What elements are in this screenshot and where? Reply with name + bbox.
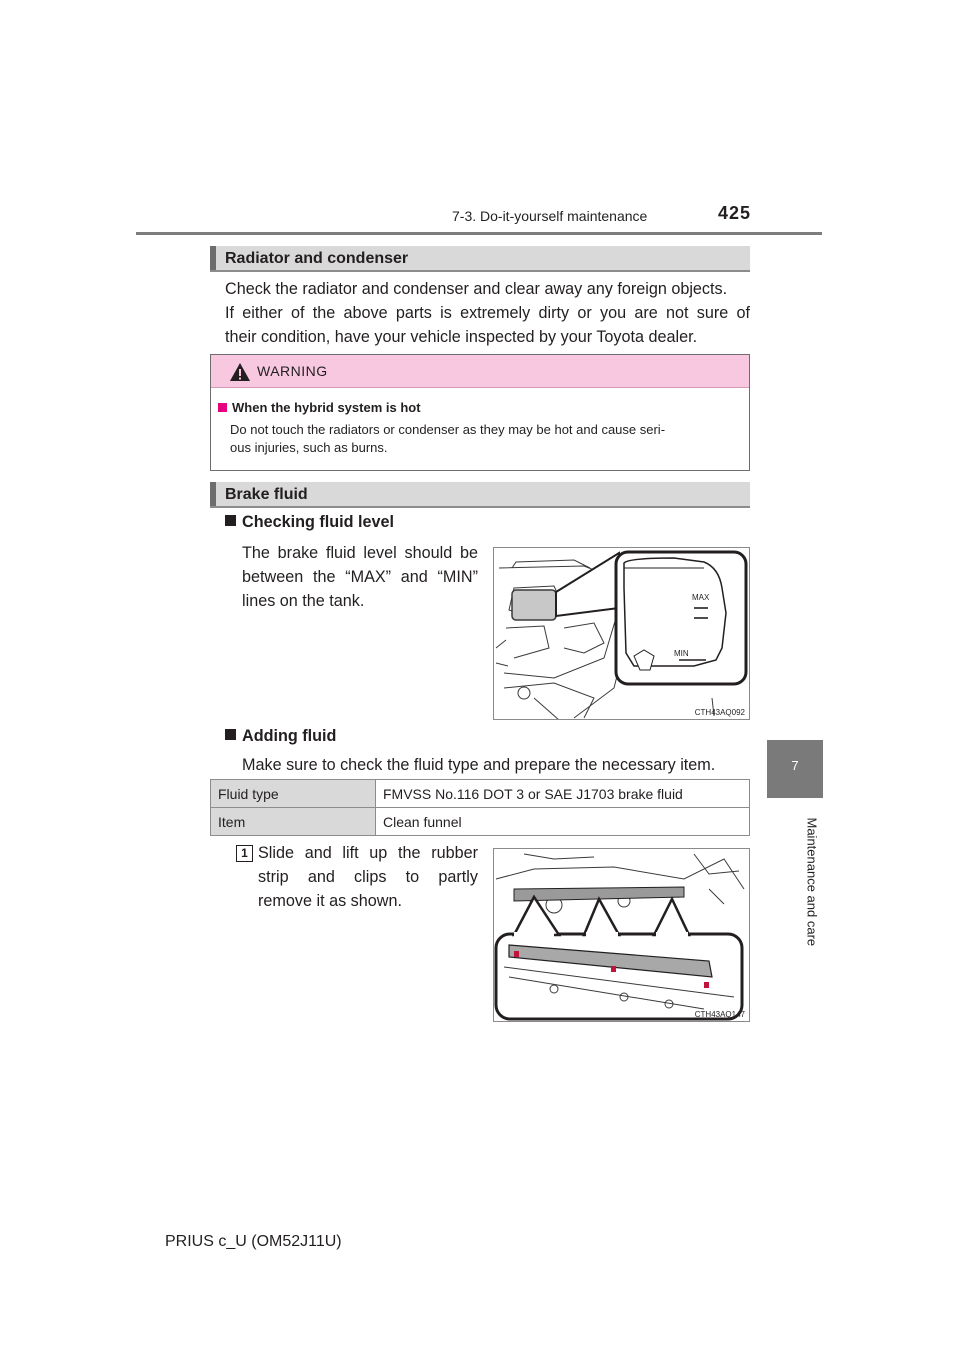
chapter-number: 7 (791, 758, 799, 773)
step1-line: strip and clips to partly (258, 868, 478, 886)
subheading-adding (225, 727, 336, 746)
step1-line: remove it as shown. (258, 892, 402, 910)
bullet-square-icon (218, 403, 227, 412)
step-number-badge (236, 844, 253, 862)
warning-header (211, 355, 749, 388)
section-bar-brake-fluid (210, 482, 750, 508)
checking-line: The brake fluid level should be (242, 544, 478, 562)
footer-model: PRIUS c_U (OM52J11U) (165, 1233, 342, 1250)
warning-box (210, 354, 750, 471)
section-title-radiator: Radiator and condenser (225, 250, 409, 267)
step-number: 1 (236, 845, 253, 862)
radiator-line: Check the radiator and condenser and clear away any foreign objects. (225, 280, 728, 298)
subheading-adding-text: Adding fluid (242, 727, 337, 745)
checking-line: between the “MAX” and “MIN” (242, 568, 478, 586)
section-title-brake-fluid: Brake fluid (225, 486, 308, 503)
radiator-line: their condition, have your vehicle inspected by your Toyota dealer. (225, 328, 698, 346)
table-key: Fluid type (211, 780, 376, 808)
checking-paragraph (242, 541, 478, 613)
figure-min-label: MIN (674, 649, 689, 658)
step1-line: Slide and lift up the rubber (258, 844, 478, 862)
section-bar-radiator (210, 246, 750, 272)
subheading-checking (225, 513, 394, 532)
figure-max-label: MAX (692, 593, 710, 602)
radiator-paragraph (225, 277, 750, 349)
fluid-table (210, 779, 750, 836)
bullet-square-icon (225, 515, 236, 526)
warning-subtitle: When the hybrid system is hot (232, 400, 421, 415)
subheading-checking-text: Checking fluid level (242, 513, 395, 531)
table-row (211, 780, 750, 808)
page-number: 425 (718, 203, 752, 223)
table-value: FMVSS No.116 DOT 3 or SAE J1703 brake fluid (376, 780, 750, 808)
header-section-title: 7-3. Do-it-yourself maintenance (452, 208, 648, 224)
warning-body (230, 421, 745, 457)
fluid-reservoir-illustration (494, 548, 750, 720)
table-key: Item (211, 808, 376, 836)
radiator-line: If either of the above parts is extremely dirty or you are not sure of (225, 304, 750, 322)
warning-line: ous injuries, such as burns. (230, 440, 388, 455)
table-row (211, 808, 750, 836)
checking-line: lines on the tank. (242, 592, 365, 610)
warning-subtitle-row (218, 400, 421, 415)
chapter-title: Maintenance and care (804, 817, 820, 947)
step1-paragraph (258, 841, 478, 913)
adding-paragraph: Make sure to check the fluid type and prepare the necessary item. (242, 756, 716, 774)
figure-code: CTH43AQ092 (694, 708, 745, 717)
rubber-strip-illustration (494, 849, 750, 1022)
bullet-square-icon (225, 729, 236, 740)
warning-label: WARNING (257, 363, 328, 379)
figure-code: CTH43AQ147 (694, 1010, 745, 1019)
figure-fluid-level (493, 547, 750, 720)
warning-line: Do not touch the radiators or condenser as they may be hot and cause seri- (230, 422, 666, 437)
figure-rubber-strip (493, 848, 750, 1022)
table-value: Clean funnel (376, 808, 750, 836)
chapter-tab (767, 740, 823, 798)
header-rule (136, 232, 822, 235)
warning-triangle-icon (229, 362, 251, 382)
